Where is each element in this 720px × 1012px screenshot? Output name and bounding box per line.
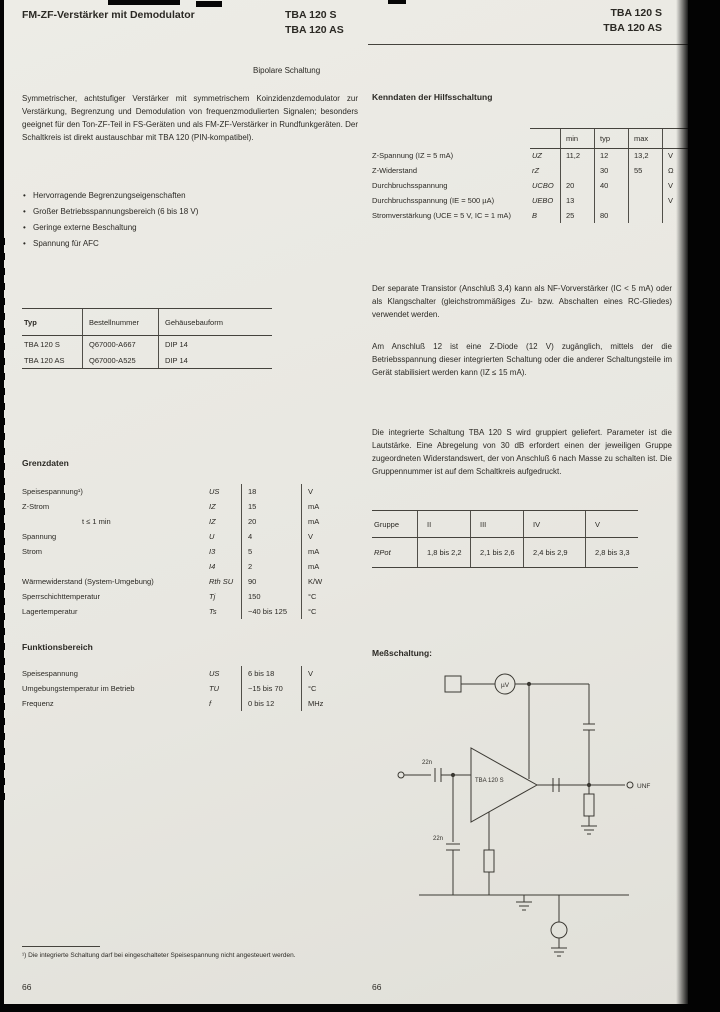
model-number: TBA 120 S [285,9,337,21]
scanned-page [4,0,696,1004]
footnote: ¹) Die integrierte Schaltung darf bei eingeschalteter Speisespannung nicht angesteuert werden. [22,952,296,959]
spec-row [22,514,322,529]
section-heading-funktionsbereich: Funktionsbereich [22,642,93,652]
spec-symbol: B [532,211,538,220]
spec-max [628,208,662,223]
spec-unit: MHz [301,696,323,711]
spec-label: Stromverstärkung (UCE = 5 V, IC = 1 mA) [372,211,511,220]
column-header-II: II [417,511,470,537]
footnote-rule [22,946,100,947]
spec-row [22,696,322,711]
spec-unit: K/W [301,574,322,589]
gruppe-value: 2,1 bis 2,6 [470,538,523,567]
ordering-table [22,308,272,369]
spec-label: Speisespannung [22,669,78,678]
cell-typ: TBA 120 AS [24,355,65,365]
spec-symbol: f [209,699,212,708]
page-number-left: 66 [22,982,32,992]
spec-symbol: Rth SU [209,577,234,586]
spec-label: Strom [22,547,43,556]
kenndaten-table [372,128,688,223]
spec-value: 5 [241,544,301,559]
cell-gehaeuse: DIP 14 [158,336,272,352]
spec-symbol: US [209,669,220,678]
spec-min: 25 [560,208,594,223]
column-header-IV: IV [523,511,585,537]
spec-unit: V [301,484,322,499]
spec-label: Z-Strom [22,502,50,511]
spec-symbol: TU [209,684,219,693]
model-numbers-right [564,6,662,36]
column-header-typ: typ [594,128,628,148]
spec-symbol: UEBO [532,196,554,205]
spec-symbol: UZ [532,151,542,160]
model-numbers-left [285,8,344,38]
resistor-symbol [484,850,494,872]
model-number: TBA 120 AS [285,24,344,36]
spec-label: Z-Spannung (IZ = 5 mA) [372,151,454,160]
spec-unit: Ω [662,163,688,178]
column-header-V: V [585,511,638,537]
spec-typ: 30 [594,163,628,178]
spec-value: 4 [241,529,301,544]
table-rule [530,148,688,149]
spec-value: 90 [241,574,301,589]
spec-min: 20 [560,178,594,193]
spec-unit: V [301,529,322,544]
spec-symbol: U [209,532,215,541]
spec-row [22,589,322,604]
output-label: UNF [637,783,651,790]
spec-label: Lagertemperatur [22,607,78,616]
table-row [372,538,638,567]
spec-value: 20 [241,514,301,529]
spec-symbol: IZ [209,517,216,526]
spec-symbol: IZ [209,502,216,511]
grenzdaten-table [22,484,322,619]
column-header-gruppe: Gruppe [374,519,400,529]
spec-unit: V [662,178,688,193]
spec-row [22,666,322,681]
spec-min [560,163,594,178]
spec-symbol: US [209,487,220,496]
spec-row [22,681,322,696]
spec-row [372,178,688,193]
generator-box [445,676,461,692]
spec-row [22,484,322,499]
spec-row [22,529,322,544]
paragraph-gruppierung: Die integrierte Schaltung TBA 120 S wird gruppiert geliefert. Parameter ist die Lautstärke. Eine Abregelung von 30 dB erfordert einen der jeweiligen Gruppe zugeordneten Widerstandswert, der von Anschluß 6 nach Masse zu schalten ist. Die Gruppennummer ist auf dem Schaltkreis aufgedruckt. [372,428,672,476]
spec-label: Wärmewiderstand (System-Umgebung) [22,577,154,586]
table-row [22,352,272,368]
scan-black-margin [688,0,720,1012]
table-header-row [22,309,272,336]
spec-min: 13 [560,193,594,208]
scan-edge-fade [676,0,688,1012]
feature-item: • Großer Betriebsspannungsbereich (6 bis 18 V) [22,204,352,220]
row-label-rpot: RPot [374,548,391,557]
spec-row [372,163,688,178]
feature-list [22,188,352,252]
cell-typ: TBA 120 S [24,339,60,349]
spec-row [22,499,322,514]
spec-symbol: Tj [209,592,216,601]
spec-unit: °C [301,589,322,604]
spec-label: Durchbruchsspannung (IE = 500 µA) [372,196,495,205]
spec-value: 15 [241,499,301,514]
header-rule [368,44,688,45]
spec-unit: mA [301,499,322,514]
spec-unit: mA [301,514,322,529]
spec-value: 18 [241,484,301,499]
page-number-right: 66 [372,982,382,992]
spec-max: 55 [628,163,662,178]
resistor-symbol [584,794,594,816]
spec-label: Durchbruchsspannung [372,181,448,190]
section-heading-kenndaten: Kenndaten der Hilfsschaltung [372,92,493,102]
gruppe-value: 2,8 bis 3,3 [585,538,638,567]
spec-label: t ≤ 1 min [82,517,111,526]
spec-typ: 40 [594,178,628,193]
gruppe-table [372,510,638,568]
spec-max [628,193,662,208]
measurement-circuit-svg [389,660,679,965]
spec-unit: V [301,666,322,681]
spec-min: 11,2 [560,148,594,163]
model-number: TBA 120 AS [603,22,662,34]
table-header-row [372,128,688,148]
table-rule [530,128,688,129]
ic-label: TBA 120 S [475,778,504,784]
capacitor-value-label: 22n [422,760,433,766]
scan-artifact [196,1,222,7]
intro-paragraph: Symmetrischer, achtstufiger Verstärker mit symmetrischem Koinzidenzdemodulator zur Verstärkung, Begrenzung und Demodulation von frequenzmodulierten Signalen; besonders geeignet für den Ton-ZF-Teil in FS-Geräten und als FM-ZF-Verstärker in Rundfunkgeräten. Der Schaltkreis ist direkt austauschbar mit TBA 120 (PIN-kompatibel). [22,94,358,142]
spec-label: Speisespannung¹) [22,487,83,496]
spec-value: 150 [241,589,301,604]
spec-unit: mA [301,559,322,574]
column-header-III: III [470,511,523,537]
table-row [22,336,272,352]
cell-bestellnummer: Q67000-A525 [82,352,158,368]
cell-bestellnummer: Q67000-A667 [82,336,158,352]
spec-symbol: UCBO [532,181,554,190]
meter-symbol [551,922,567,938]
section-heading-messschaltung: Meßschaltung: [372,648,432,658]
spec-unit: °C [301,681,322,696]
spec-row [22,559,322,574]
capacitor-value-label: 22n [432,836,443,842]
spec-row [22,574,322,589]
column-header-max: max [628,128,662,148]
spec-unit: °C [301,604,322,619]
spec-row [22,544,322,559]
spec-max: 13,2 [628,148,662,163]
spec-typ: 80 [594,208,628,223]
column-header-min: min [560,128,594,148]
cell-gehaeuse: DIP 14 [158,352,272,368]
column-header-gehaeuse: Gehäusebauform [158,309,272,335]
spec-value: 6 bis 18 [241,666,301,681]
spec-row [372,193,688,208]
column-header-bestellnummer: Bestellnummer [82,309,158,335]
spec-label: Z-Widerstand [372,166,418,175]
model-number: TBA 120 S [610,7,662,19]
feature-item: • Geringe externe Beschaltung [22,220,352,236]
paragraph-transistor: Der separate Transistor (Anschluß 3,4) kann als NF-Vorverstärker (IC < 5 mA) oder als Klangschalter (gleichstrommäßiges Zu- bzw. Abschalten eines RC-Gliedes) verwendet werden. [372,284,672,319]
spec-label: Frequenz [22,699,54,708]
spec-value: −15 bis 70 [241,681,301,696]
spec-symbol: I3 [209,547,216,556]
spec-value: 0 bis 12 [241,696,301,711]
spec-value: 2 [241,559,301,574]
spec-row [372,208,688,223]
spec-label: Umgebungstemperatur im Betrieb [22,684,135,693]
messschaltung-diagram [389,660,679,965]
section-heading-grenzdaten: Grenzdaten [22,458,69,468]
generator-label: µV [500,682,510,689]
spec-unit: V [662,148,688,163]
scan-artifact [108,0,180,5]
scan-artifact [388,0,406,4]
table-header-row [372,511,638,538]
input-terminal [398,772,404,778]
column-header-typ: Typ [24,317,37,327]
feature-item: • Hervorragende Begrenzungseigenschaften [22,188,352,204]
spec-label: Sperrschichttemperatur [22,592,100,601]
spec-unit: V [662,193,688,208]
funktionsbereich-table [22,666,322,711]
spec-value: −40 bis 125 [241,604,301,619]
spec-row [372,148,688,163]
spec-label: Spannung [22,532,57,541]
spec-typ: 12 [594,148,628,163]
spec-symbol: rZ [532,166,540,175]
spec-unit: mA [301,544,322,559]
ic-triangle [471,748,537,822]
feature-item: • Spannung für AFC [22,236,352,252]
spec-symbol: Ts [209,607,217,616]
output-terminal [627,782,633,788]
gruppe-value: 2,4 bis 2,9 [523,538,585,567]
circuit-type-label: Bipolare Schaltung [253,66,321,75]
spec-max [628,178,662,193]
spec-typ [594,193,628,208]
spec-row [22,604,322,619]
scan-artifact-speckle [0,238,5,804]
gruppe-value: 1,8 bis 2,2 [417,538,470,567]
page-title: FM-ZF-Verstärker mit Demodulator [22,9,195,21]
spec-symbol: I4 [209,562,216,571]
paragraph-zdiode: Am Anschluß 12 ist eine Z-Diode (12 V) zugänglich, mittels der die Betriebsspannung dieser integrierten Schaltung oder die anderer Schaltungsteile im Gerät stabilisiert werden kann (IZ ≤ 15 mA). [372,342,672,377]
